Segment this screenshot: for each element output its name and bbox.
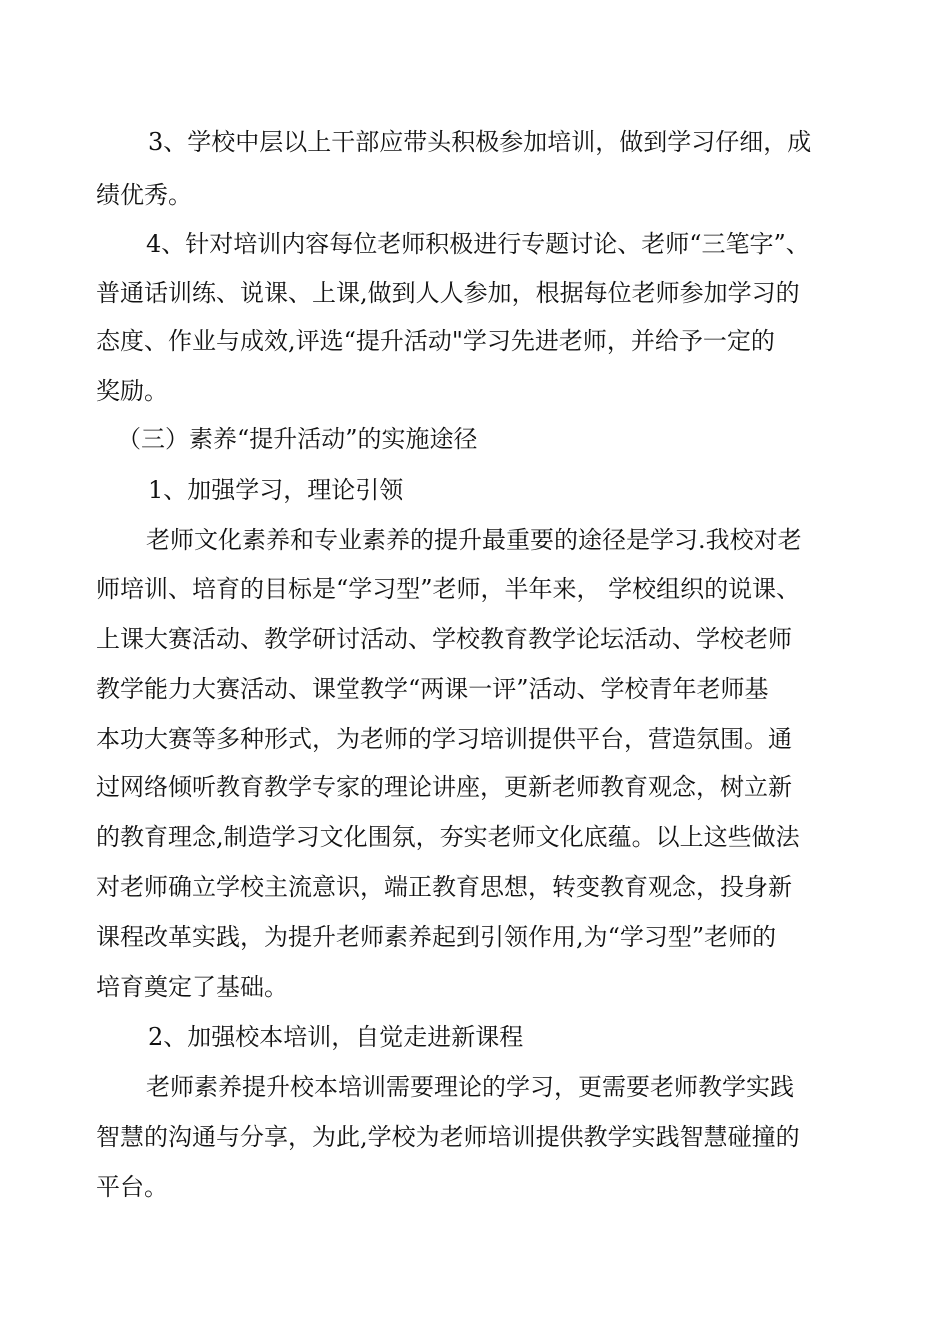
text-line: 智慧的沟通与分享，为此,学校为老师培训提供教学实践智慧碰撞的 (96, 1123, 800, 1151)
text-line: 本功大赛等多种形式，为老师的学习培训提供平台，营造氛围。通 (96, 725, 792, 753)
text-line: 平台。 (96, 1173, 168, 1201)
subsection-heading: 1、加强学习，理论引领 (148, 476, 404, 504)
subsection-heading: 2、加强校本培训，自觉走进新课程 (148, 1023, 524, 1051)
text-line: 老师素养提升校本培训需要理论的学习，更需要老师教学实践 (146, 1073, 794, 1101)
text-line: 过网络倾听教育教学专家的理论讲座，更新老师教育观念，树立新 (96, 773, 792, 801)
text-line: 教学能力大赛活动、课堂教学“两课一评”活动、学校青年老师基 (96, 675, 769, 703)
text-line: 培育奠定了基础。 (96, 973, 288, 1001)
text-line: 3、学校中层以上干部应带头积极参加培训，做到学习仔细，成 (148, 128, 812, 156)
text-line: 态度、作业与成效,评选“提升活动"学习先进老师，并给予一定的 (96, 327, 775, 355)
text-line: 4、针对培训内容每位老师积极进行专题讨论、老师“三笔字”、 (146, 230, 810, 258)
text-line: 师培训、培育的目标是“学习型”老师，半年来， 学校组织的说课、 (96, 575, 801, 603)
text-line: 普通话训练、说课、上课,做到人人参加，根据每位老师参加学习的 (96, 279, 800, 307)
text-line: 课程改革实践，为提升老师素养起到引领作用,为“学习型”老师的 (96, 923, 777, 951)
text-line: 的教育理念,制造学习文化围氛，夯实老师文化底蕴。以上这些做法 (96, 823, 800, 851)
text-line: 上课大赛活动、教学研讨活动、学校教育教学论坛活动、学校老师 (96, 625, 792, 653)
text-line: 奖励。 (96, 377, 168, 405)
text-line: 绩优秀。 (96, 181, 192, 209)
text-line: 对老师确立学校主流意识，端正教育思想，转变教育观念，投身新 (96, 873, 792, 901)
section-heading: （三）素养“提升活动”的实施途径 (117, 425, 478, 453)
text-line: 老师文化素养和专业素养的提升最重要的途径是学习.我校对老 (146, 526, 802, 554)
